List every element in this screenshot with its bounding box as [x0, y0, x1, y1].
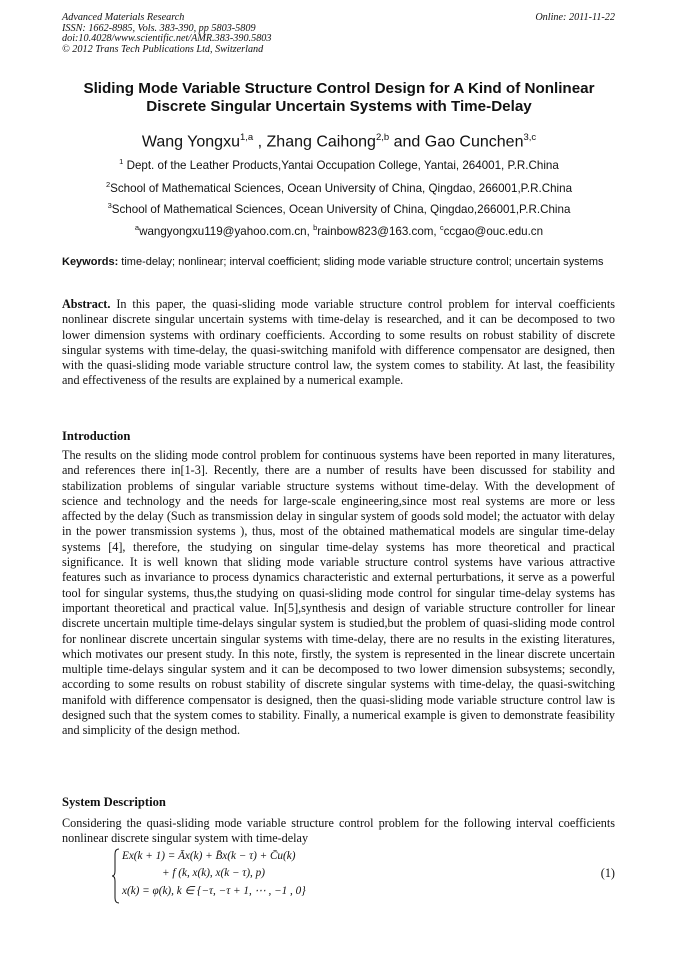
email-a-sup: a — [134, 223, 140, 232]
email-b: rainbow823@163.com, — [317, 224, 440, 238]
system-description-text: Considering the quasi-sliding mode variable structure control problem for the following interval coefficients nonlinear discrete singular system with time-delay — [62, 816, 615, 846]
system-description-heading: System Description — [62, 795, 166, 809]
author-2: , Zhang Caihong — [253, 133, 376, 151]
author-2-sup: 2,b — [375, 132, 390, 143]
email-b-sup: b — [313, 223, 318, 232]
equation-number: (1) — [600, 866, 615, 880]
author-3: and Gao Cunchen — [389, 133, 524, 151]
abstract-label: Abstract. — [62, 297, 111, 311]
affiliation-1 — [40, 155, 638, 173]
abstract-text: In this paper, the quasi-sliding mode variable structure control problem for interval coefficients nonlinear discrete singular uncertain systems with time-delay is researched, and it can be decomposed to two lower dimension systems with ordinary coefficients. According to some results on robust stability of discrete singular systems with time-delay, the quasi-switching manifold with difference compensator are designed, then with the quasi-sliding mode variable structure control law, the system comes to stability. At last, the feasibility and effectiveness of the results are explained by a numerical example. — [62, 297, 615, 388]
journal-header — [62, 13, 615, 55]
paper-title — [40, 80, 638, 116]
title-line-2: Discrete Singular Uncertain Systems with Time-Delay — [146, 98, 532, 115]
equation-line-1: Ex(k + 1) = Āx(k) + B̄x(k − τ) + C̄u(k) — [122, 850, 296, 862]
introduction-text: The results on the sliding mode control problem for continuous systems have been reported in many literatures, and references there in[1-3]. Recently, there are a number of results have been discussed for stability and stabilization problems of singular variable structure systems without time-delay. With the development of science and technology and the needs for large-scale engineering,since most real systems are more or less affected by the delay (Such as transmission delay in singular system of goods sold model; the actuator with delay in the power transmission systems ), thus, most of the obtained mathematical models are singular time-delay systems [4], therefore, the studying on singular time-delay systems has more theoretical and practical significance. It is well known that sliding mode variable structure control systems have various attractive features such as invariance to process dynamics characteristic and external perturbations, it serve as a powerful tool for singular systems, thus,the studying on quasi-sliding mode control for singular time-delay systems has important theoretical and practical value. In[5],synthesis and design of variable structure controller for linear discrete uncertain multiple time-delays singular system is studied,but the problem of quasi-sliding mode control for nonlinear discrete uncertain singular systems with time-delay, there are no results in the existing literatures, which motivates our present study. In this note, firstly, the system is represented in the linear discrete uncertain multiple time-delays singular system and it can be decomposed to two lower dimension subsystems; secondly, according to some results on robust stability of discrete singular systems with time-delay, the quasi-switching manifold with difference compensator is designed, then the quasi-sliding mode variable structure control law is designed such that the system comes to stability. Finally, a numerical example is given to demonstrate feasibility and simplicity of the design method. — [62, 448, 615, 738]
author-1: Wang Yongxu — [141, 133, 240, 151]
keywords-text: time-delay; nonlinear; interval coefficient; sliding mode variable structure control; uncertain systems — [118, 256, 604, 268]
copyright-line: © 2012 Trans Tech Publications Ltd, Switzerland — [62, 43, 264, 55]
online-date: Online: 2011-11-22 — [535, 12, 615, 23]
author-3-sup: 3,c — [523, 132, 537, 143]
keywords-block — [62, 256, 615, 269]
author-emails — [40, 221, 638, 239]
affiliation-3 — [40, 199, 638, 217]
left-brace — [112, 848, 120, 904]
affiliation-2 — [40, 178, 638, 196]
affiliation-2-text: School of Mathematical Sciences, Ocean University of China, Qingdao, 266001,P.R.China — [110, 181, 573, 195]
equation-line-3: x(k) = φ(k), k ∈ {−τ, −τ + 1, ⋯ , −1 , 0} — [122, 885, 306, 897]
introduction-heading: Introduction — [62, 429, 131, 443]
abstract-block — [62, 297, 615, 389]
affiliation-1-sup: 1 — [119, 157, 124, 166]
affiliation-2-sup: 2 — [105, 180, 111, 189]
journal-name: Advanced Materials Research — [62, 12, 185, 23]
email-c: ccgao@ouc.edu.cn — [443, 224, 544, 238]
issn-line: ISSN: 1662-8985, Vols. 383-390, pp 5803-5809 — [62, 22, 256, 34]
affiliation-3-sup: 3 — [107, 201, 112, 210]
keywords-label: Keywords: — [62, 256, 119, 268]
email-a: wangyongxu119@yahoo.com.cn, — [139, 224, 314, 238]
author-1-sup: 1,a — [239, 132, 254, 143]
affiliation-3-text: School of Mathematical Sciences, Ocean University of China, Qingdao,266001,P.R.China — [111, 202, 571, 216]
doi-line: doi:10.4028/www.scientific.net/AMR.383-390.5803 — [62, 33, 272, 45]
title-line-1: Sliding Mode Variable Structure Control Design for A Kind of Nonlinear — [83, 80, 595, 97]
email-c-sup: c — [439, 223, 444, 232]
equation-1 — [112, 848, 615, 906]
affiliation-1-text: Dept. of the Leather Products,Yantai Occupation College, Yantai, 264001, P.R.China — [123, 158, 559, 172]
author-list — [40, 128, 638, 152]
equation-line-2: + f (k, x(k), x(k − τ), p) — [162, 867, 265, 879]
